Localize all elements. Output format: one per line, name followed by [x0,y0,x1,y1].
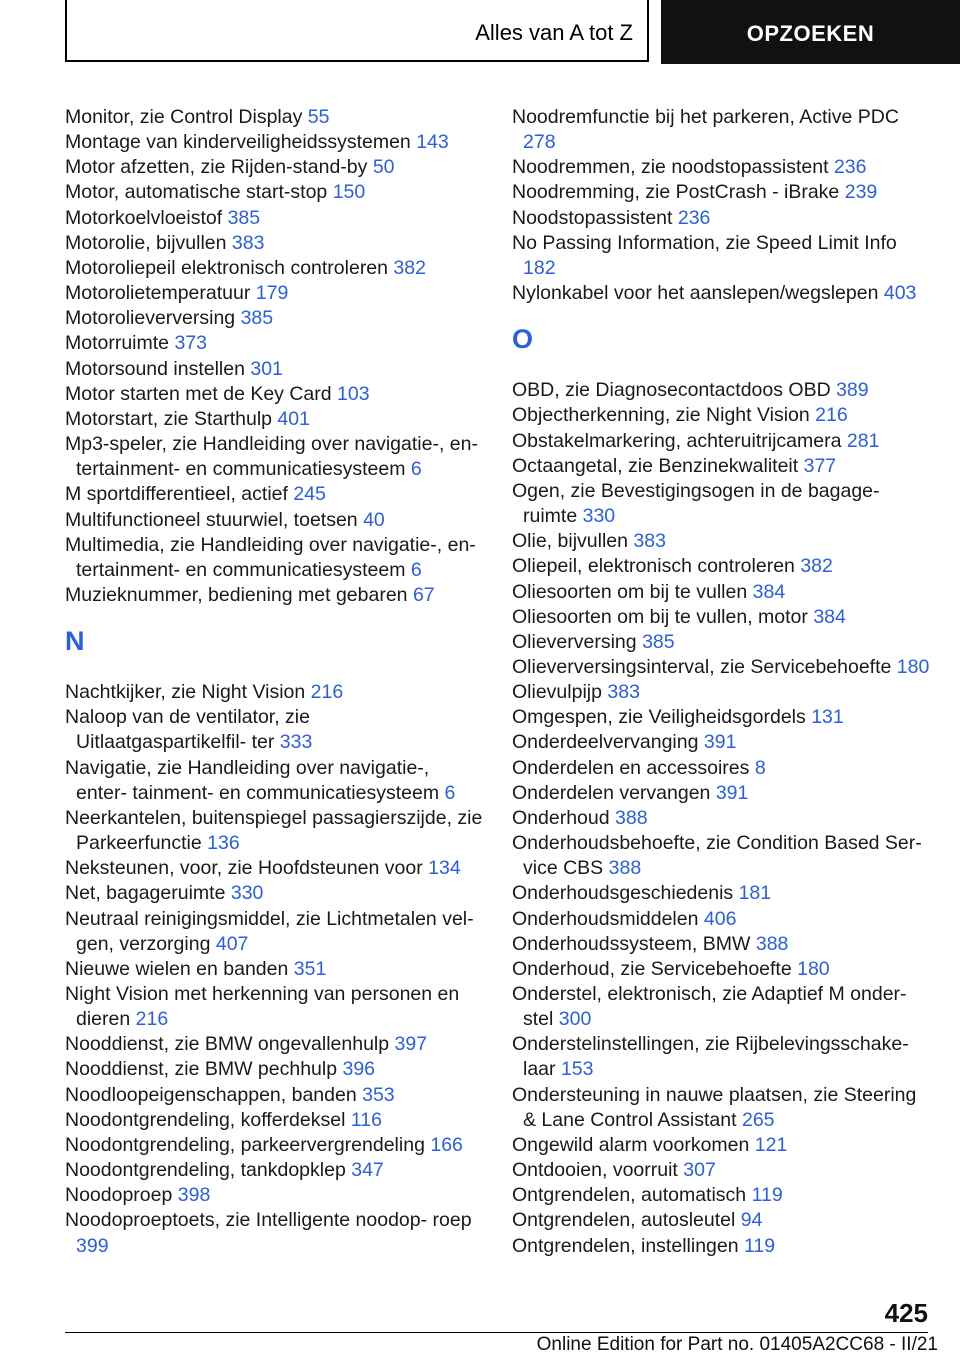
index-entry [512,206,932,231]
section-letter: N [65,626,85,657]
page-link[interactable]: 67 [412,583,435,606]
index-entry-text: Onderhoud [512,806,610,829]
page-number: 425 [884,1298,928,1328]
index-entry-text: Objectherkenning, zie Night Vision [512,404,810,427]
page-link[interactable]: 397 [394,1033,428,1056]
page-link[interactable]: 278 [523,131,556,154]
page-link[interactable]: 391 [703,731,737,754]
page-link[interactable]: 216 [135,1008,169,1031]
page-link[interactable]: 406 [703,907,737,930]
index-entry-text: Olie, bijvullen [512,530,628,553]
index-entry-text: Noodontgrendeling, tankdopklep [65,1159,346,1182]
index-entry [512,231,932,281]
index-entry [512,403,932,428]
page-link[interactable]: 50 [372,156,395,179]
index-entry [65,856,485,881]
page-link[interactable]: 136 [207,832,240,855]
index-entry-text: Obstakelmarkering, achteruitrijcamera [512,429,842,452]
index-entry-text: Noodontgrendeling, parkeervergrendeling [65,1133,425,1156]
index-entry-text: Mp3-speler, zie Handleiding over navigatie-, en- tertainment- en communicatiesysteem [65,433,478,481]
page-link[interactable]: 347 [351,1159,384,1182]
index-entry-text: Nylonkabel voor het aanslepen/wegslepen [512,282,879,305]
index-entry [512,1083,932,1133]
index-entry-text: Onderhoud, zie Servicebehoefte [512,957,792,980]
index-entry-text: Noodloopeigenschappen, banden [65,1083,357,1106]
page-link[interactable]: 166 [430,1133,463,1156]
index-entry [65,1083,485,1108]
page-link[interactable]: 385 [240,307,274,330]
index-entry-text: Noodoproep [65,1184,173,1207]
index-column-left [65,105,485,1259]
index-entry [65,180,485,205]
page-link[interactable]: 389 [836,379,869,402]
index-entry-text: Motor afzetten, zie Rijden-stand-by [65,156,368,179]
page-link[interactable]: 236 [833,156,867,179]
index-entry-text: Monitor, zie Control Display [65,106,303,128]
index-entry [512,1234,932,1259]
page-link[interactable]: 131 [811,706,844,729]
index-entry-text: Neksteunen, voor, zie Hoofdsteunen voor [65,857,423,880]
index-entry [512,756,932,781]
page-link[interactable]: 216 [310,681,344,704]
index-entry-text: Nieuwe wielen en banden [65,957,289,980]
index-entry [512,105,932,155]
page-link[interactable]: 119 [744,1234,776,1257]
index-entry [65,756,485,806]
index-entry [512,1032,932,1082]
page-link[interactable]: 383 [633,530,666,553]
index-entry [512,479,932,529]
page-link[interactable]: 403 [883,282,917,305]
page-link[interactable]: 373 [174,332,207,355]
index-entry [512,1208,932,1233]
index-column-right [512,105,932,1259]
index-entry [512,1183,932,1208]
index-entry-text: Noodstopassistent [512,206,673,229]
index-entry-text: Naloop van de ventilator, zie Uitlaatgaspartikelfil- ter [65,706,310,754]
index-entry [65,508,485,533]
index-entry [65,281,485,306]
index-entry-text: Nooddienst, zie BMW ongevallenhulp [65,1033,390,1056]
index-entry [65,1208,485,1258]
page-link[interactable]: 388 [755,932,789,955]
page-link[interactable]: 388 [615,806,648,829]
index-entry-text: Multifunctioneel stuurwiel, toetsen [65,508,358,531]
index-entry [65,1183,485,1208]
index-entry [512,881,932,906]
page-link[interactable]: 391 [715,781,749,804]
index-entry [512,831,932,881]
index-entry-text: M sportdifferentieel, actief [65,483,288,506]
index-entry-text: Motor, automatische start-stop [65,181,328,204]
page-link[interactable]: 382 [393,256,426,279]
page-link[interactable]: 396 [342,1058,376,1081]
index-entry-text: Onderdeelvervanging [512,731,699,754]
index-entry-text: Montage van kinderveiligheidssystemen [65,131,411,154]
index-entry [65,331,485,356]
index-entry-text: Muzieknummer, bediening met gebaren [65,583,408,606]
index-entry-text: Motorolieverversing [65,307,236,330]
index-entry-text: Noodremming, zie PostCrash - iBrake [512,181,840,204]
index-entry-text: Ogen, zie Bevestigingsogen in de bagage- ruimte [512,479,880,528]
page-link[interactable]: 385 [642,630,675,653]
page-link[interactable]: 383 [607,681,640,704]
index-entry [65,105,485,130]
index-entry [512,1158,932,1183]
page-link[interactable]: 399 [76,1234,109,1257]
tab-opzoeken[interactable]: OPZOEKEN [661,0,960,64]
index-entry-text: Oliesoorten om bij te vullen, motor [512,605,808,628]
index-entry-text: Noodremfunctie bij het parkeren, Active PDC [512,106,899,128]
index-entry-text: Ontgrendelen, automatisch [512,1184,747,1207]
page-link[interactable]: 153 [560,1058,594,1081]
page-link[interactable]: 407 [215,932,249,955]
index-entry-text: Ongewild alarm voorkomen [512,1133,750,1156]
index-entry-text: Octaangetal, zie Benzinekwaliteit [512,454,799,477]
page-link[interactable]: 6 [410,458,422,481]
index-entry-text: Onderhoudsmiddelen [512,907,699,930]
index-entry-text: Onderstelinstellingen, zie Rijbelevingsschake- laar [512,1033,909,1081]
index-entry-text: Onderhoudsbehoefte, zie Condition Based Ser- vice CBS [512,832,922,880]
page-link[interactable]: 121 [754,1133,788,1156]
index-entry [512,705,932,730]
page-link[interactable]: 8 [754,756,766,779]
index-entry-text: Ondersteuning in nauwe plaatsen, zie Steering & Lane Control Assistant [512,1083,917,1131]
index-entry [65,907,485,957]
footer-divider [65,1332,928,1333]
index-entry [65,155,485,180]
index-entry [512,580,932,605]
index-entry-text: Motorkoelvloeistof [65,206,223,229]
index-entry [512,554,932,579]
index-entry [512,630,932,655]
page-link[interactable]: 401 [277,407,310,430]
page-link[interactable]: 384 [752,580,786,603]
page-link[interactable]: 265 [741,1108,775,1131]
index-entry-text: Net, bagageruimte [65,882,226,905]
page-link[interactable]: 307 [683,1159,716,1182]
page-link[interactable]: 245 [293,483,326,506]
page-link[interactable]: 55 [307,106,330,128]
page-link[interactable]: 385 [227,206,261,229]
index-entry-text: No Passing Information, zie Speed Limit Info [512,231,897,254]
index-entry-text: Oliesoorten om bij te vullen [512,580,748,603]
page-link[interactable]: 239 [844,181,878,204]
index-entry [65,957,485,982]
index-entry-text: Omgespen, zie Veiligheidsgordels [512,706,806,729]
index-entry-text: Motorsound instellen [65,357,245,380]
index-entry-text: Onderhoudsgeschiedenis [512,882,734,905]
index-entry-text: OBD, zie Diagnosecontactdoos OBD [512,379,831,402]
tab-alles-van-a-tot-z[interactable]: Alles van A tot Z [65,0,649,62]
page-link[interactable]: 182 [523,256,556,279]
page-link[interactable]: 180 [896,655,930,678]
index-entry [512,806,932,831]
page-link[interactable]: 383 [231,231,265,254]
index-entry-text: Motorolie, bijvullen [65,231,227,254]
index-entry [512,1133,932,1158]
index-entry [65,1057,485,1082]
index-entry [512,982,932,1032]
index-entry [512,781,932,806]
page-link[interactable]: 134 [428,857,461,880]
index-entry-text: Night Vision met herkenning van personen en dieren [65,983,460,1031]
index-entry [65,1158,485,1183]
index-entry-text: Multimedia, zie Handleiding over navigatie-, en- tertainment- en communicatiesysteem [65,533,476,581]
index-entry [512,730,932,755]
index-entry-text: Onderdelen vervangen [512,781,711,804]
index-entry-text: Ontgrendelen, instellingen [512,1234,739,1257]
page-link[interactable]: 179 [255,282,289,305]
index-entry [65,680,485,705]
index-entry [512,155,932,180]
index-entry-text: Motorruimte [65,332,170,355]
index-entry-text: Olieverversing [512,630,637,653]
page-link[interactable]: 236 [677,206,711,229]
page-link[interactable]: 301 [250,357,283,380]
footer-edition: Online Edition for Part no. 01405A2CC68 - II/21 [536,1334,938,1355]
index-entry [65,1133,485,1158]
index-entry-text: Olievulpijp [512,681,602,704]
index-entry [65,357,485,382]
index-entry [512,180,932,205]
index-entry-text: Motorolietemperatuur [65,282,251,305]
page-link[interactable]: 150 [332,181,366,204]
index-entry [512,932,932,957]
index-entry-text: Ontgrendelen, autosleutel [512,1209,736,1232]
index-entry [65,1108,485,1133]
index-entry [65,231,485,256]
page-link[interactable]: 300 [558,1008,592,1031]
index-entry [512,281,932,306]
index-entry [65,583,485,608]
index-entry-text: Onderstel, elektronisch, zie Adaptief M onder- stel [512,983,907,1031]
page-link[interactable]: 6 [410,558,422,581]
page-link[interactable]: 40 [363,508,385,531]
index-entry [512,680,932,705]
index-entry-text: Navigatie, zie Handleiding over navigatie-, enter- tainment- en communicatiesysteem [65,756,440,804]
page-link[interactable]: 388 [608,857,642,880]
index-entry [65,982,485,1032]
index-entry [512,655,932,680]
page-link[interactable]: 180 [797,957,830,980]
page-link[interactable]: 181 [738,882,772,905]
section-letter: O [512,324,534,355]
index-entry [65,407,485,432]
index-entry-text: Neerkantelen, buitenspiegel passagierszijde, zie Parkeerfunctie [65,806,483,855]
page-link[interactable]: 398 [177,1184,211,1207]
index-entry-text: Olieverversingsinterval, zie Servicebehoefte [512,655,892,678]
page-link[interactable]: 384 [813,605,846,628]
index-entry-text: Neutraal reinigingsmiddel, zie Lichtmetalen vel- gen, verzorging [65,907,474,955]
index-entry-text: Onderhoudssysteem, BMW [512,932,751,955]
index-entry [512,454,932,479]
index-entry-text: Noodremmen, zie noodstopassistent [512,156,829,179]
page-link[interactable]: 94 [740,1209,763,1232]
index-entry-text: Ontdooien, voorruit [512,1159,678,1182]
index-entry [65,705,485,755]
index-entry-text: Onderdelen en accessoires [512,756,750,779]
page-link[interactable]: 333 [279,731,313,754]
index-entry [512,429,932,454]
page-link[interactable]: 116 [350,1108,382,1131]
index-entry [65,482,485,507]
page-link[interactable]: 330 [230,882,264,905]
header-tabs [65,0,960,64]
index-entry [65,206,485,231]
index-entry-text: Noodoproeptoets, zie Intelligente noodop- roep [65,1209,472,1232]
page-link[interactable]: 119 [751,1184,783,1207]
index-entry [65,806,485,856]
index-entry [512,605,932,630]
index-entry [65,130,485,155]
index-entry-text: Nachtkijker, zie Night Vision [65,681,306,704]
page-link[interactable]: 382 [800,555,833,578]
index-entry-text: Motoroliepeil elektronisch controleren [65,256,388,279]
index-entry [65,306,485,331]
index-entry-text: Nooddienst, zie BMW pechhulp [65,1058,338,1081]
index-entry [65,1032,485,1057]
page-link[interactable]: 353 [362,1083,395,1106]
page-link[interactable]: 330 [582,505,616,528]
page-link[interactable]: 216 [815,404,848,427]
page-link[interactable]: 281 [846,429,880,452]
page-link[interactable]: 103 [337,382,370,405]
index-entry [512,957,932,982]
index-entry [512,378,932,403]
index-entry-text: Oliepeil, elektronisch controleren [512,555,795,578]
page-link[interactable]: 6 [444,781,456,804]
page-link[interactable]: 351 [293,957,327,980]
index-entry [65,533,485,583]
index-entry-text: Noodontgrendeling, kofferdeksel [65,1108,346,1131]
index-entry [512,907,932,932]
index-entry [65,256,485,281]
index-entry [65,382,485,407]
page-link[interactable]: 377 [803,454,837,477]
index-entry [512,529,932,554]
index-entry [65,432,485,482]
index-entry-text: Motorstart, zie Starthulp [65,407,272,430]
index-entry [65,881,485,906]
index-entry-text: Motor starten met de Key Card [65,382,332,405]
page-link[interactable]: 143 [416,131,449,154]
